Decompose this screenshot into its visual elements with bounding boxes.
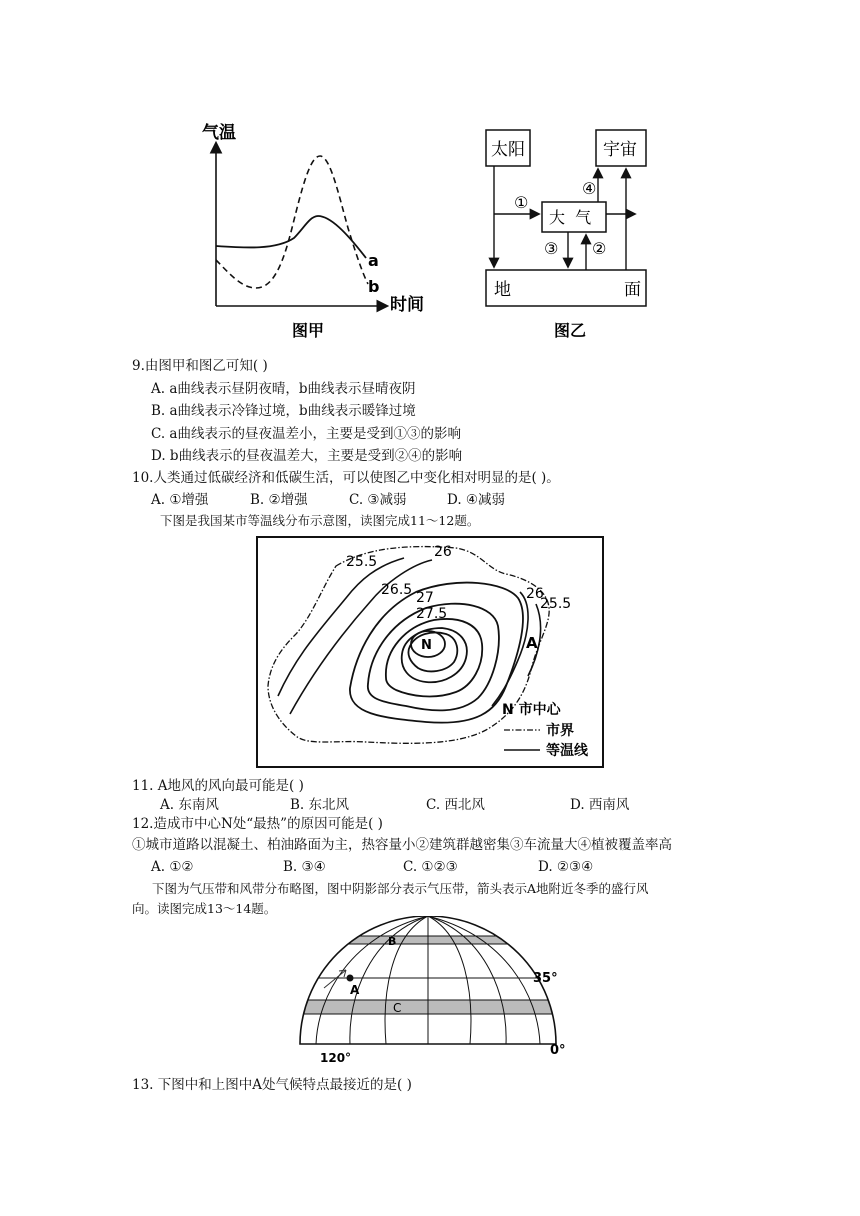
arrow-3-label: ③ xyxy=(544,239,559,258)
radiation-diagram xyxy=(478,120,678,346)
prevailing-wind-arrow xyxy=(324,970,346,988)
belt-c-label: C xyxy=(393,1001,402,1015)
isotherm-label: 27 xyxy=(416,590,434,606)
point-a-label: A xyxy=(350,983,360,997)
pressure-belt-globe xyxy=(290,916,580,1066)
belt-b-label: B xyxy=(388,935,397,948)
latitude-35-label: 35° xyxy=(533,971,558,986)
arrow-4-label: ④ xyxy=(582,179,597,198)
isotherm-map xyxy=(256,536,604,768)
curve-b xyxy=(216,156,368,288)
curve-b-label: b xyxy=(368,277,380,296)
isotherm-label: 25.5 xyxy=(540,596,572,612)
q13-stem: 13. 下图中和上图中A处气候特点最接近的是( ) xyxy=(132,1077,412,1093)
ground-label-right: 面 xyxy=(624,280,641,300)
q11-option-c[interactable]: C. 西北风 xyxy=(426,797,485,813)
isotherm-label: 25.5 xyxy=(346,554,378,570)
q11-option-b[interactable]: B. 东北风 xyxy=(290,797,350,813)
q10-option-a[interactable]: A. ①增强 xyxy=(151,492,209,508)
q12-option-d[interactable]: D. ②③④ xyxy=(538,859,594,875)
q11-option-d[interactable]: D. 西南风 xyxy=(570,797,630,813)
pressure-belt-c xyxy=(290,1000,580,1014)
ground-label-left: 地 xyxy=(494,280,511,300)
globe-svg xyxy=(290,916,580,1066)
q9-stem: 9.由图甲和图乙可知( ) xyxy=(132,358,268,374)
curve-a-label: a xyxy=(368,251,379,270)
isotherm-map-svg xyxy=(256,536,604,768)
longitude-120-label: 120° xyxy=(320,1051,352,1065)
latitude-0-label: 0° xyxy=(550,1043,566,1058)
temperature-chart xyxy=(196,112,436,348)
figure-yi xyxy=(478,120,678,346)
y-axis-label: 气温 xyxy=(202,123,236,143)
q10-option-b[interactable]: B. ②增强 xyxy=(250,492,308,508)
figure-jia xyxy=(196,112,436,348)
isotherm-label: 26 xyxy=(526,586,544,602)
arrow-2-label: ② xyxy=(592,239,607,258)
x-axis-label: 时间 xyxy=(390,295,424,315)
isotherm-label: 27.5 xyxy=(416,606,448,622)
q10-stem: 10.人类通过低碳经济和低碳生活，可以使图乙中变化相对明显的是( )。 xyxy=(132,470,560,486)
point-a-dot xyxy=(347,975,354,982)
figure-caption: 图乙 xyxy=(554,321,587,340)
q11-option-a[interactable]: A. 东南风 xyxy=(160,797,219,813)
legend-center: N 市中心 xyxy=(502,702,561,718)
sun-label: 太阳 xyxy=(491,140,525,160)
intro-13-14-line1: 下图为气压带和风带分布略图，图中阴影部分表示气压带，箭头表示A地附近冬季的盛行风 xyxy=(152,881,649,896)
point-a-label: A xyxy=(526,634,538,652)
city-center-label: N xyxy=(421,638,432,653)
atmosphere-label: 大 气 xyxy=(549,208,592,227)
figure-caption: 图甲 xyxy=(292,321,325,340)
pressure-belt-b xyxy=(290,936,580,944)
q9-option-b[interactable]: B. a曲线表示冷锋过境，b曲线表示暖锋过境 xyxy=(151,403,416,419)
q10-option-c[interactable]: C. ③减弱 xyxy=(349,492,407,508)
intro-13-14-line2: 向。读图完成13～14题。 xyxy=(132,901,277,916)
curve-a xyxy=(216,216,366,258)
arrow-1-label: ① xyxy=(514,193,529,212)
q9-option-c[interactable]: C. a曲线表示的昼夜温差小，主要是受到①③的影响 xyxy=(151,426,461,442)
isotherm-label: 26 xyxy=(434,544,452,560)
q9-option-a[interactable]: A. a曲线表示昼阴夜晴，b曲线表示昼晴夜阴 xyxy=(151,381,416,397)
space-label: 宇宙 xyxy=(603,140,637,160)
q12-statements: ①城市道路以混凝土、柏油路面为主，热容量小②建筑群越密集③车流量大④植被覆盖率高 xyxy=(132,837,672,853)
legend-isotherm: 等温线 xyxy=(546,743,588,759)
q12-option-a[interactable]: A. ①② xyxy=(151,859,194,875)
isotherm-label: 26.5 xyxy=(381,582,413,598)
intro-11-12: 下图是我国某市等温线分布示意图，读图完成11～12题。 xyxy=(160,513,480,528)
q12-stem: 12.造成市中心N处“最热”的原因可能是( ) xyxy=(132,816,383,832)
q11-stem: 11. A地风的风向最可能是( ) xyxy=(132,778,304,794)
q10-option-d[interactable]: D. ④减弱 xyxy=(447,492,506,508)
q9-option-d[interactable]: D. b曲线表示的昼夜温差大，主要是受到②④的影响 xyxy=(151,448,463,464)
legend-boundary: 市界 xyxy=(546,723,574,739)
q12-option-b[interactable]: B. ③④ xyxy=(283,859,326,875)
q12-option-c[interactable]: C. ①②③ xyxy=(403,859,458,875)
